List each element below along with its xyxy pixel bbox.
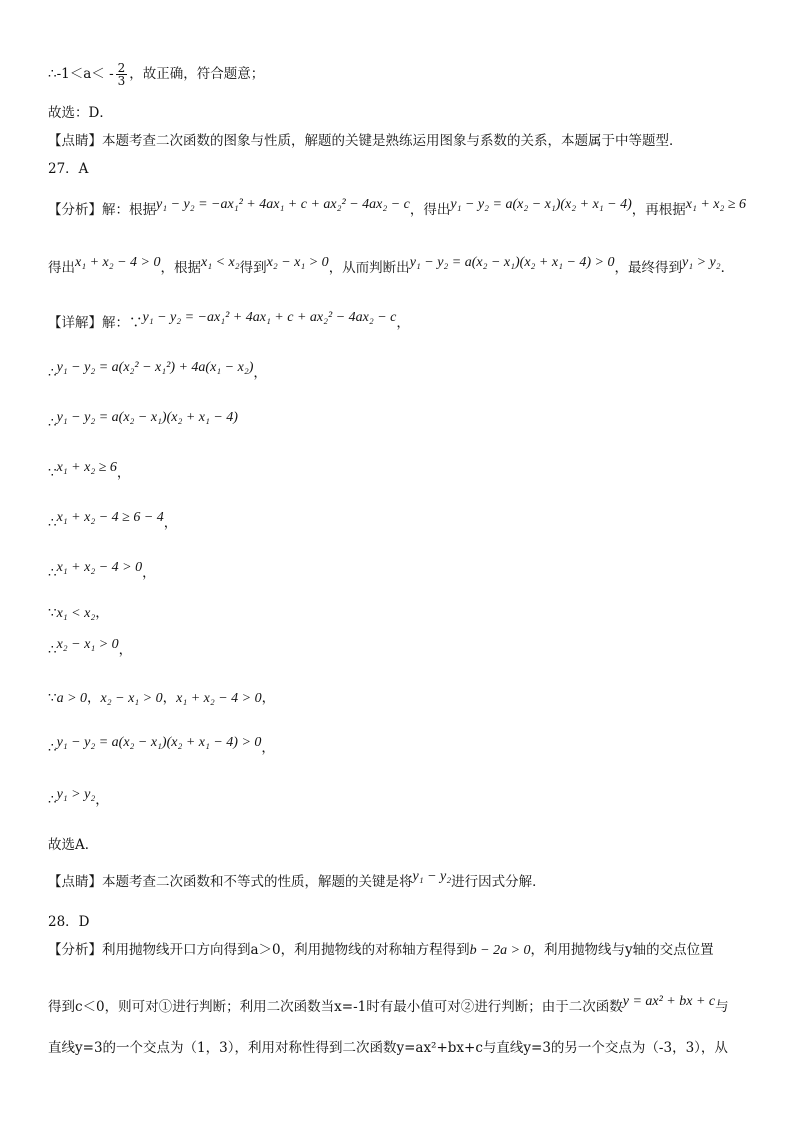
text-segment: 28．D bbox=[48, 914, 90, 930]
text-segment: ， bbox=[118, 642, 133, 658]
text-segment: ∴-1＜a＜ - bbox=[48, 66, 114, 82]
text-segment: ，得出 bbox=[409, 202, 451, 218]
answer-line-27 bbox=[48, 835, 760, 855]
text-segment: ，根据 bbox=[160, 260, 202, 276]
comment-line-27 bbox=[48, 869, 760, 893]
text-segment: ， bbox=[163, 515, 178, 531]
detail-line-11 bbox=[48, 787, 760, 811]
answer-line-2 bbox=[48, 131, 760, 151]
fraction-denominator: 3 bbox=[117, 74, 126, 88]
formula: x₁ + x₂ ≥ 6 bbox=[685, 197, 747, 212]
analysis-28-line-2 bbox=[48, 994, 760, 1018]
formula: y₁ > y₂ bbox=[682, 255, 721, 270]
formula: b − 2a > 0 bbox=[469, 943, 531, 958]
text-segment: 【点睛】本题考查二次函数的图象与性质，解题的关键是熟练运用图象与系数的关系，本题属于中等题型． bbox=[48, 133, 683, 149]
formula: x₂ − x₁ > 0 bbox=[56, 637, 119, 652]
formula: y₁ − y₂ = a(x₂ − x₁)(x₂ + x₁ − 4) > 0 bbox=[409, 255, 615, 270]
text-segment: ∵ bbox=[48, 605, 57, 621]
detail-line-3 bbox=[48, 410, 760, 434]
formula: x₁ + x₂ − 4 > 0 bbox=[75, 255, 161, 270]
detail-line-10 bbox=[48, 735, 760, 759]
text-segment: ， bbox=[95, 792, 109, 808]
text-segment: ，利用抛物线与y轴的交点位置 bbox=[530, 942, 714, 958]
detail-line-7 bbox=[48, 603, 760, 624]
text-segment: 与 bbox=[715, 999, 729, 1015]
text-segment: ， bbox=[162, 690, 177, 706]
answer-line-0 bbox=[48, 62, 760, 87]
text-segment: ∴ bbox=[48, 740, 57, 756]
text-segment: ∴ bbox=[48, 515, 57, 531]
fraction bbox=[116, 62, 128, 87]
formula: y₁ − y₂ = −ax₁² + 4ax₁ + c + ax₂² − 4ax₂ − c bbox=[142, 310, 397, 325]
formula: y₁ − y₂ = a(x₂ − x₁)(x₂ + x₁ − 4) > 0 bbox=[56, 735, 262, 750]
detail-line-9 bbox=[48, 688, 760, 709]
detail-line-6 bbox=[48, 560, 760, 584]
text-segment: ， bbox=[142, 565, 156, 581]
text-segment: 【分析】解：根据 bbox=[48, 202, 156, 218]
text-segment: 得到 bbox=[239, 260, 267, 276]
fraction-numerator: 2 bbox=[117, 61, 126, 75]
formula: y₁ − y₂ = −ax₁² + 4ax₁ + c + ax₂² − 4ax₂ − c bbox=[156, 197, 410, 212]
formula: y₁ − y₂ = a(x₂² − x₁²) + 4a(x₁ − x₂) bbox=[56, 360, 254, 375]
text-segment: ∴ bbox=[48, 642, 57, 658]
formula: x₁ + x₂ ≥ 6 bbox=[56, 460, 117, 475]
formula: x₁ + x₂ − 4 ≥ 6 − 4 bbox=[56, 510, 164, 525]
formula: y₁ − y₂ = a(x₂ − x₁)(x₂ + x₁ − 4) bbox=[56, 410, 238, 425]
text-segment: ∴ bbox=[48, 792, 57, 808]
formula: x₁ < x₂ bbox=[201, 255, 240, 270]
text-segment: ，故正确，符合题意； bbox=[129, 66, 265, 82]
formula: x₂ − x₁ > 0 bbox=[100, 691, 163, 706]
text-segment: 进行因式分解． bbox=[451, 874, 546, 890]
text-segment: 27．A bbox=[48, 161, 89, 177]
detail-line-5 bbox=[48, 510, 760, 534]
formula: y = ax² + bx + c bbox=[622, 994, 716, 1009]
text-segment: ， bbox=[396, 315, 410, 331]
formula: y₁ − y₂ = a(x₂ − x₁)(x₂ + x₁ − 4) bbox=[450, 197, 632, 212]
text-segment: 直线y=3的一个交点为（1，3），利用对称性得到二次函数y=ax²+bx+c与直线y=3的另一个交点为（-3，3），从 bbox=[48, 1040, 728, 1056]
text-segment: ， bbox=[261, 690, 276, 706]
text-segment: ， bbox=[261, 740, 275, 756]
detail-line-4 bbox=[48, 460, 760, 484]
formula: y₁ > y₂ bbox=[56, 787, 96, 802]
formula: a > 0 bbox=[56, 691, 88, 706]
text-segment: ， bbox=[253, 365, 267, 381]
analysis-line-1 bbox=[48, 197, 760, 221]
formula: x₁ + x₂ − 4 > 0 bbox=[56, 560, 143, 575]
text-segment: ， bbox=[87, 690, 101, 706]
text-segment: 得出 bbox=[48, 260, 75, 276]
detail-line-2 bbox=[48, 360, 760, 384]
text-segment: ∴ bbox=[48, 415, 57, 431]
text-segment: 故选A． bbox=[48, 837, 99, 853]
text-segment: ． bbox=[720, 260, 735, 276]
text-segment: ，再根据 bbox=[631, 202, 686, 218]
text-segment: ∴ bbox=[48, 565, 57, 581]
text-segment: 【分析】利用抛物线开口方向得到a＞0，利用抛物线的对称轴方程得到 bbox=[48, 942, 470, 958]
formula: y₁ − y₂ bbox=[412, 869, 452, 884]
text-segment: ， bbox=[95, 605, 109, 621]
text-segment: ， bbox=[116, 465, 131, 481]
detail-line-1 bbox=[48, 310, 760, 334]
question-number-27 bbox=[48, 159, 760, 179]
formula: x₁ + x₂ − 4 > 0 bbox=[176, 691, 262, 706]
text-segment: ，最终得到 bbox=[614, 260, 683, 276]
text-segment: ∵ bbox=[48, 690, 57, 706]
text-segment: ，从而判断出 bbox=[328, 260, 410, 276]
detail-line-8 bbox=[48, 637, 760, 661]
text-segment: ∴ bbox=[48, 365, 57, 381]
text-segment: 【详解】解：∵ bbox=[48, 315, 143, 331]
analysis-line-2 bbox=[48, 255, 760, 279]
analysis-28-line-1 bbox=[48, 940, 760, 961]
answer-line-1 bbox=[48, 103, 760, 123]
text-segment: 【点睛】本题考查二次函数和不等式的性质，解题的关键是将 bbox=[48, 874, 413, 890]
text-segment: 得到c＜0，则可对①进行判断；利用二次函数当x=-1时有最小值可对②进行判断；由于二次函数 bbox=[48, 999, 623, 1015]
text-segment: 故选：D． bbox=[48, 105, 113, 121]
formula: x₁ < x₂ bbox=[56, 606, 96, 621]
analysis-28-line-3 bbox=[48, 1038, 760, 1058]
text-segment: ∵ bbox=[48, 465, 57, 481]
formula: x₂ − x₁ > 0 bbox=[266, 255, 329, 270]
question-number-28 bbox=[48, 912, 760, 932]
